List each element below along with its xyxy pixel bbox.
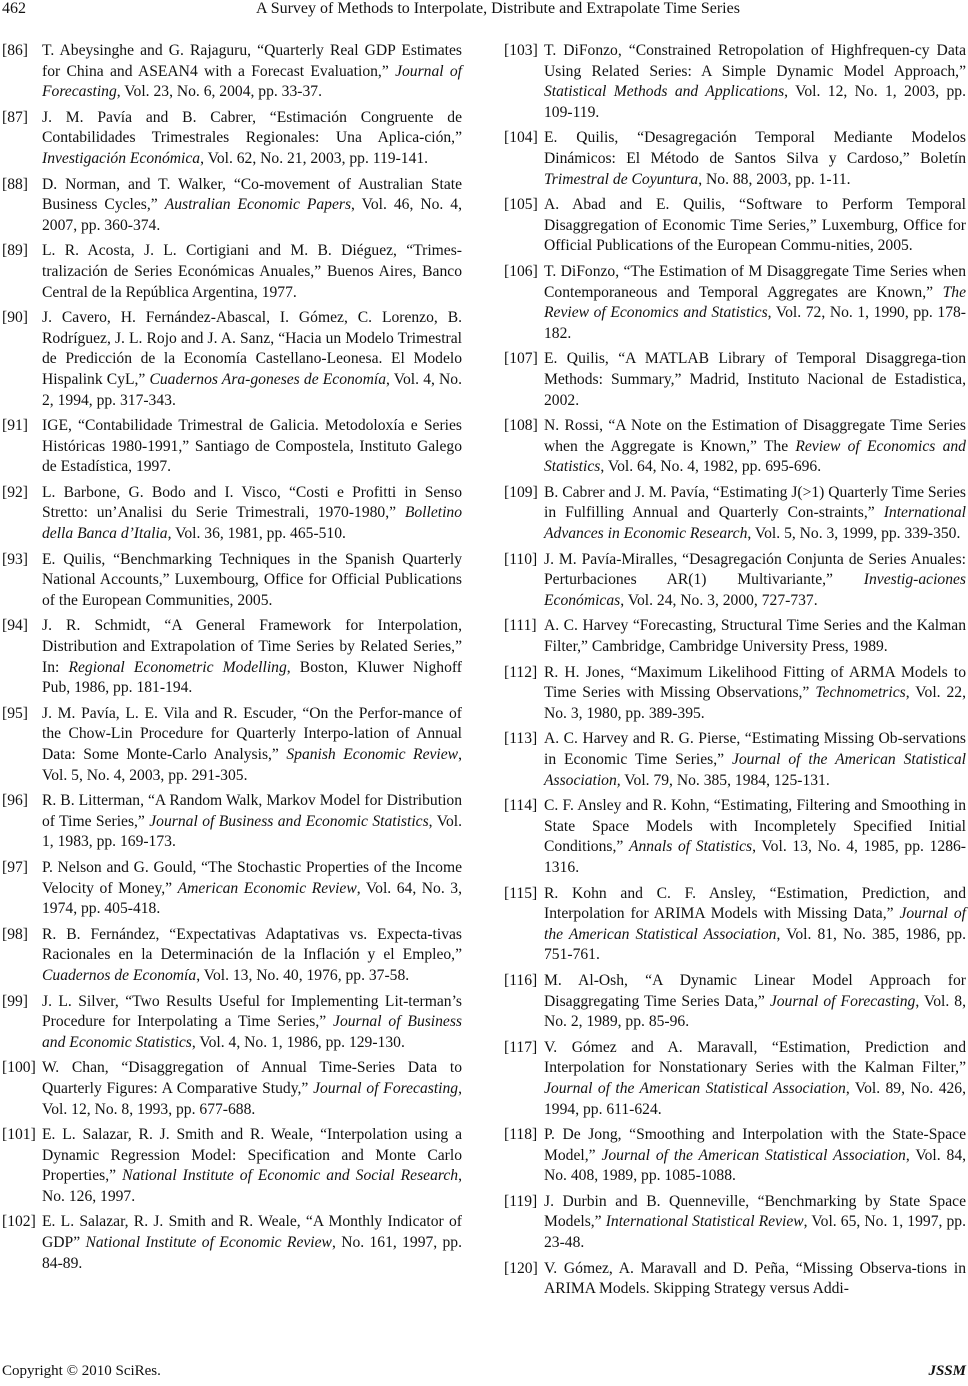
reference-item bbox=[2, 791, 462, 853]
reference-item bbox=[504, 483, 966, 545]
journal-abbreviation: JSSM bbox=[928, 1363, 966, 1379]
reference-item bbox=[2, 175, 462, 237]
reference-item bbox=[504, 262, 966, 344]
reference-item bbox=[2, 925, 462, 987]
reference-number: [101] bbox=[2, 1126, 36, 1144]
reference-item bbox=[504, 416, 966, 478]
reference-text: , Vol. 4, No. 1, 1986, pp. 129-130. bbox=[191, 1033, 405, 1051]
reference-number: [113] bbox=[504, 730, 538, 748]
reference-text: J. L. Silver, “Two Results Useful for Implementing Lit-terman’s Procedure for Interpolating a Time Series,” bbox=[42, 992, 462, 1031]
page-header bbox=[0, 0, 968, 28]
reference-number: [100] bbox=[2, 1059, 36, 1077]
reference-number: [94] bbox=[2, 617, 28, 635]
reference-item bbox=[2, 550, 462, 612]
reference-number: [110] bbox=[504, 550, 538, 568]
reference-text: T. Abeysinghe and G. Rajaguru, “Quarterly Real GDP Estimates for China and ASEAN4 with a Forecast Evaluation,” bbox=[42, 42, 462, 80]
reference-text: , Vol. 64, No. 4, 1982, pp. 695-696. bbox=[600, 458, 822, 476]
page-footer bbox=[0, 1363, 968, 1385]
reference-text: , Vol. 4, No. 2, 1994, pp. 317-343. bbox=[42, 370, 462, 409]
reference-number: [118] bbox=[504, 1126, 538, 1144]
reference-item bbox=[504, 1125, 966, 1187]
reference-text: , Vol. 13, No. 4, 1985, pp. 1286-1316. bbox=[544, 838, 966, 876]
reference-item bbox=[504, 1192, 966, 1254]
reference-item bbox=[2, 108, 462, 170]
reference-source-title: The Review of Economics and Statistics bbox=[544, 283, 966, 322]
reference-text: N. Rossi, “A Note on the Estimation of Disaggregate Time Series when the Aggregate is Known,” The bbox=[544, 417, 966, 455]
reference-text: R. B. Fernández, “Expectativas Adaptativas vs. Expecta-tivas Racionales en la Determinación de la Inflación y el Empleo,” bbox=[42, 925, 462, 964]
reference-text: B. Cabrer and J. M. Pavía, “Estimating J(>1) Quarterly Time Series in Fulfilling Annual and Quarterly Con-straints,” bbox=[544, 483, 966, 522]
reference-text: L. Barbone, G. Bodo and I. Visco, “Costi e Profitti in Senso Stretto: un’Analisi du Serie Trimestrali, 1970-1980,” bbox=[42, 483, 462, 522]
reference-text: , Vol. 1, 1983, pp. 169-173. bbox=[42, 812, 462, 851]
reference-number: [104] bbox=[504, 129, 538, 147]
reference-source-title: Spanish Economic Review bbox=[286, 746, 459, 763]
reference-number: [88] bbox=[2, 175, 28, 193]
reference-number: [103] bbox=[504, 42, 538, 59]
reference-text: A. C. Harvey and R. G. Pierse, “Estimating Missing Ob-servations in Economic Time Series,” bbox=[544, 730, 966, 768]
reference-text: V. Gómez and A. Maravall, “Estimation, Prediction and Interpolation for Nonstationary Series with the Kalman Filter,” bbox=[544, 1038, 966, 1077]
reference-text: C. F. Ansley and R. Kohn, “Estimating, Filtering and Smoothing in State Space Models with Incompletely Specified Initial Conditions,” bbox=[544, 797, 966, 856]
reference-number: [119] bbox=[504, 1192, 538, 1210]
reference-number: [112] bbox=[504, 663, 538, 681]
reference-number: [99] bbox=[2, 992, 28, 1010]
reference-text: , Vol. 5, No. 3, 1999, pp. 339-350. bbox=[747, 525, 961, 543]
reference-source-title: Journal of Forecasting bbox=[769, 992, 916, 1010]
reference-text: E. Quilis, “A MATLAB Library of Temporal Disaggrega-tion Methods: Summary,” Madrid, Instituto Nacional de Estadistica, 2002. bbox=[544, 350, 966, 409]
reference-number: [89] bbox=[2, 242, 28, 260]
reference-source-title: Bolletino della Banca d’Italia bbox=[42, 504, 462, 543]
reference-text: E. Quilis, “Benchmarking Techniques in the Spanish Quarterly National Accounts,” Luxembourg, Office for Official Publications of the European Communities, 2005. bbox=[42, 550, 462, 609]
reference-number: [109] bbox=[504, 483, 538, 501]
reference-text: D. Norman, and T. Walker, “Co-movement of Australian State Business Cycles,” bbox=[42, 175, 462, 214]
reference-text: , Vol. 8, No. 2, 1989, pp. 85-96. bbox=[544, 992, 966, 1031]
reference-item bbox=[2, 704, 462, 786]
reference-item bbox=[504, 195, 966, 257]
reference-text: , Vol. 65, No. 1, 1997, pp. 23-48. bbox=[544, 1213, 967, 1252]
reference-source-title: International Advances in Economic Research bbox=[544, 504, 966, 543]
reference-text: , Vol. 13, No. 40, 1976, pp. 37-58. bbox=[196, 966, 410, 984]
reference-number: [116] bbox=[504, 971, 538, 989]
page-number: 462 bbox=[2, 0, 26, 17]
reference-number: [91] bbox=[2, 417, 28, 435]
reference-text: M. Al-Osh, “A Dynamic Linear Model Approach for Disaggregating Time Series Data,” bbox=[544, 971, 966, 1010]
reference-source-title: American Economic Review bbox=[177, 879, 357, 897]
reference-number: [114] bbox=[504, 797, 538, 815]
reference-item bbox=[504, 1259, 966, 1300]
reference-text: , No. 126, 1997. bbox=[42, 1167, 462, 1205]
reference-text: , Boston, Kluwer Nighoff Pub, 1986, pp. 181-194. bbox=[42, 658, 462, 697]
reference-number: [93] bbox=[2, 550, 28, 568]
reference-number: [92] bbox=[2, 483, 28, 501]
reference-source-title: Cuadernos Ara-goneses de Economía bbox=[149, 370, 386, 388]
reference-text: J. R. Schmidt, “A General Framework for Interpolation, Distribution and Extrapolation of Time Series by Related Series,” In: bbox=[42, 617, 462, 676]
reference-source-title: Investig-aciones Económicas bbox=[544, 571, 966, 609]
reference-source-title: Journal of the American Statistical Association bbox=[544, 905, 966, 943]
reference-text: E. L. Salazar, R. J. Smith and R. Weale, “Interpolation using a Dynamic Regression Model: Specification and Monte Carlo Properties,” bbox=[42, 1126, 462, 1185]
reference-number: [102] bbox=[2, 1213, 36, 1231]
reference-item bbox=[504, 550, 966, 612]
reference-item bbox=[2, 1212, 462, 1274]
reference-item bbox=[2, 858, 462, 920]
references-right-column bbox=[504, 41, 966, 1305]
reference-text: , Vol. 62, No. 21, 2003, pp. 119-141. bbox=[200, 149, 429, 167]
reference-number: [90] bbox=[2, 309, 28, 327]
reference-number: [97] bbox=[2, 858, 28, 876]
reference-text: A. Abad and E. Quilis, “Software to Perform Temporal Disaggregation of Economic Time Series,” Luxemburg, Office for Official Publications of the European Commu-nities, 2005. bbox=[544, 196, 966, 255]
references-left-column bbox=[2, 41, 462, 1279]
reference-number: [115] bbox=[504, 884, 538, 902]
reference-text: R. Kohn and C. F. Ansley, “Estimation, Prediction, and Interpolation for ARIMA Models with Missing Data,” bbox=[544, 884, 966, 923]
reference-number: [120] bbox=[504, 1259, 538, 1277]
reference-text: , Vol. 5, No. 4, 2003, pp. 291-305. bbox=[42, 746, 462, 784]
running-title: A Survey of Methods to Interpolate, Distribute and Extrapolate Time Series bbox=[256, 0, 740, 17]
reference-text: R. B. Litterman, “A Random Walk, Markov Model for Distribution of Time Series,” bbox=[42, 792, 462, 830]
reference-number: [95] bbox=[2, 704, 28, 722]
reference-source-title: Investigación Económica bbox=[42, 149, 201, 167]
reference-item bbox=[2, 1125, 462, 1207]
reference-source-title: Cuadernos de Economía bbox=[42, 966, 197, 984]
reference-item bbox=[504, 971, 966, 1033]
reference-text: J. Durbin and B. Quenneville, “Benchmarking by State Space Models,” bbox=[544, 1192, 966, 1231]
reference-source-title: Journal of Business and Economic Statistics bbox=[149, 812, 429, 830]
reference-text: R. H. Jones, “Maximum Likelihood Fitting of ARMA Models to Time Series with Missing Observations,” bbox=[544, 663, 966, 702]
reference-item bbox=[504, 616, 966, 657]
reference-item bbox=[504, 1038, 966, 1120]
reference-number: [86] bbox=[2, 42, 28, 59]
reference-item bbox=[504, 796, 966, 878]
reference-item bbox=[504, 729, 966, 791]
reference-text: , Vol. 22, No. 3, 1980, pp. 389-395. bbox=[544, 684, 966, 722]
reference-item bbox=[504, 349, 966, 411]
reference-text: L. R. Acosta, J. L. Cortigiani and M. B. Diéguez, “Trimes-tralización de Series Económicas Anuales,” Buenos Aires, Banco Central de la República Argentina, 1977. bbox=[42, 242, 462, 301]
reference-item bbox=[2, 308, 462, 411]
reference-item bbox=[2, 1058, 462, 1120]
reference-text: V. Gómez, A. Maravall and D. Peña, “Missing Observa-tions in ARIMA Models. Skipping Strategy versus Addi- bbox=[544, 1259, 966, 1298]
reference-number: [117] bbox=[504, 1038, 538, 1056]
reference-source-title: Statistical Methods and Applications bbox=[544, 83, 785, 101]
reference-number: [96] bbox=[2, 792, 28, 810]
reference-item bbox=[2, 992, 462, 1054]
reference-text: , No. 161, 1997, pp. 84-89. bbox=[42, 1234, 463, 1272]
reference-text: , Vol. 12, No. 1, 2003, pp. 109-119. bbox=[544, 83, 966, 121]
reference-text: , Vol. 24, No. 3, 2000, 727-737. bbox=[620, 591, 818, 609]
reference-source-title: National Institute of Economic and Social Research bbox=[122, 1167, 459, 1185]
reference-item bbox=[2, 483, 462, 545]
reference-number: [111] bbox=[504, 617, 537, 635]
reference-source-title: International Statistical Review bbox=[605, 1213, 804, 1231]
reference-item bbox=[2, 416, 462, 478]
reference-text: A. C. Harvey “Forecasting, Structural Time Series and the Kalman Filter,” Cambridge, Cambridge University Press, 1989. bbox=[544, 617, 966, 656]
reference-item bbox=[504, 41, 966, 123]
reference-text: P. Nelson and G. Gould, “The Stochastic Properties of the Income Velocity of Money,” bbox=[42, 858, 462, 897]
reference-number: [105] bbox=[504, 196, 538, 214]
reference-item bbox=[504, 663, 966, 725]
reference-source-title: Journal of Forecasting bbox=[313, 1079, 459, 1097]
reference-item bbox=[2, 41, 462, 103]
reference-source-title: Journal of Forecasting bbox=[42, 62, 462, 101]
reference-source-title: Journal of the American Statistical Association bbox=[601, 1146, 906, 1164]
reference-text: IGE, “Contabilidade Trimestral de Galicia. Metodoloxía e Series Históricas 1980-1991,” Santiago de Compostela, Instituto Galego de Estadística, 1997. bbox=[42, 417, 462, 476]
reference-source-title: Journal of the American Statistical Association, bbox=[544, 751, 966, 789]
reference-item bbox=[2, 241, 462, 303]
reference-text: W. Chan, “Disaggregation of Annual Time-Series Data to Quarterly Figures: A Comparative Study,” bbox=[42, 1059, 462, 1097]
reference-source-title: National Institute of Economic Review bbox=[85, 1234, 332, 1252]
reference-text: J. M. Pavía-Miralles, “Desagregación Conjunta de Series Anuales: Perturbaciones AR(1) Multivariante,” bbox=[544, 550, 966, 589]
reference-text: P. De Jong, “Smoothing and Interpolation with the State-Space Model,” bbox=[544, 1126, 966, 1164]
reference-number: [106] bbox=[504, 262, 538, 280]
reference-text: J. M. Pavía and B. Cabrer, “Estimación Congruente de Contabilidades Trimestrales Regionales: Una Aplica-ción,” bbox=[42, 108, 462, 147]
reference-text: Vol. 79, No. 385, 1984, 125-131. bbox=[620, 771, 830, 789]
reference-text: T. DiFonzo, “Constrained Retropolation of Highfrequen-cy Data Using Related Series: A Simple Dynamic Model Approach,” bbox=[544, 42, 966, 80]
reference-text: , Vol. 46, No. 4, 2007, pp. 360-374. bbox=[42, 196, 462, 234]
reference-text: , Vol. 84, No. 408, 1989, pp. 1085-1088. bbox=[544, 1146, 967, 1185]
reference-source-title: Regional Econometric Modelling bbox=[68, 658, 287, 676]
reference-number: [107] bbox=[504, 350, 538, 368]
reference-text: , Vol. 64, No. 3, 1974, pp. 405-418. bbox=[42, 879, 462, 918]
reference-item bbox=[2, 616, 462, 698]
reference-item bbox=[504, 128, 966, 190]
reference-item bbox=[504, 884, 966, 966]
reference-source-title: Technometrics bbox=[815, 684, 906, 702]
reference-text: , Vol. 81, No. 385, 1986, pp. 751-761. bbox=[544, 925, 966, 964]
reference-text: E. L. Salazar, R. J. Smith and R. Weale, “A Monthly Indicator of GDP” bbox=[42, 1213, 462, 1252]
reference-text: , Vol. 72, No. 1, 1990, pp. 178-182. bbox=[544, 304, 966, 342]
copyright-notice: Copyright © 2010 SciRes. bbox=[2, 1363, 161, 1379]
reference-number: [108] bbox=[504, 417, 538, 435]
reference-source-title: Journal of the American Statistical Association bbox=[544, 1079, 846, 1097]
reference-text: T. DiFonzo, “The Estimation of M Disaggregate Time Series when Contemporaneous and Temporal Aggregates are Known,” bbox=[544, 262, 966, 301]
reference-number: [98] bbox=[2, 925, 28, 943]
reference-source-title: Review of Economics and Statistics bbox=[544, 437, 966, 476]
reference-source-title: Trimestral de Coyuntura bbox=[544, 170, 699, 188]
reference-text: J. Cavero, H. Fernández-Abascal, I. Gómez, C. Lorenzo, B. Rodríguez, J. L. Rojo and J. A. Sanz, “Hacia un Modelo Trimestral de Predicción de la Economía Castellano-Leonesa. El Modelo Hispalink CyL,” bbox=[42, 309, 462, 388]
reference-source-title: Annals of Statistics bbox=[628, 838, 753, 856]
reference-text: J. M. Pavía, L. E. Vila and R. Escuder, “On the Perfor-mance of the Chow-Lin Procedure for Quarterly Interpo-lation of Annual Data: Some Monte-Carlo Analysis,” bbox=[42, 704, 462, 763]
reference-source-title: Australian Economic Papers bbox=[164, 196, 352, 214]
reference-source-title: Journal of Business and Economic Statistics bbox=[42, 1013, 462, 1051]
reference-text: , Vol. 23, No. 6, 2004, pp. 33-37. bbox=[116, 83, 322, 101]
reference-text: , No. 88, 2003, pp. 1-11. bbox=[698, 170, 851, 188]
reference-text: , Vol. 36, 1981, pp. 465-510. bbox=[167, 525, 346, 543]
reference-text: E. Quilis, “Desagregación Temporal Mediante Modelos Dinámicos: El Método de Santos Silva y Cardoso,” Boletín bbox=[544, 129, 966, 167]
reference-number: [87] bbox=[2, 108, 28, 126]
reference-text: , Vol. 89, No. 426, 1994, pp. 611-624. bbox=[544, 1079, 966, 1118]
reference-text: , Vol. 12, No. 8, 1993, pp. 677-688. bbox=[42, 1079, 462, 1118]
